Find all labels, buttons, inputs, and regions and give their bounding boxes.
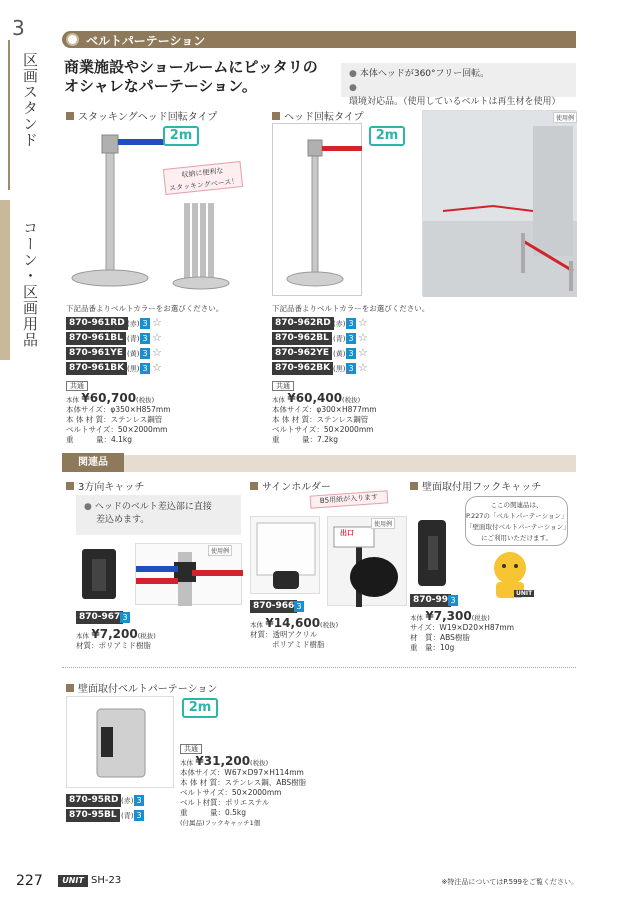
unit-logo: UNIT [58, 875, 88, 887]
star-icon: ☆ [152, 361, 162, 374]
wall-unit-illustration [67, 697, 175, 789]
page-number: 227 [16, 873, 43, 889]
three-icon: 3 [134, 810, 144, 821]
head-specs: 本体サイズ：φ300×H877mm 本 体 材 質：ステンレス鋼管 ベルトサイズ：50×2000mm 重 量：7.2kg [272, 405, 377, 444]
three-icon: 3 [346, 318, 356, 329]
color-label: (赤) [333, 320, 346, 328]
catch3-price: 本体 ¥7,200(税抜) [76, 627, 156, 641]
product-code: 870-95BL [66, 809, 120, 822]
square-icon [410, 482, 418, 490]
catch3-spec: 材質：ポリアミド樹脂 [76, 641, 151, 650]
color-label: (赤) [121, 797, 134, 805]
stacking-callout: 収納に便利な スタッキングベース！ [163, 161, 243, 195]
hook-title: 壁面取付用フックキャッチ [410, 478, 541, 493]
bullet-icon: ● [84, 502, 92, 512]
section-header [62, 31, 576, 48]
exit-sign-text: 出口 [340, 529, 354, 537]
square-icon [272, 112, 280, 120]
product-code: 870-961BK [66, 362, 127, 375]
bullet-icon: ● [349, 69, 357, 79]
common-label: 共通 [180, 744, 202, 754]
head-product-photo [272, 123, 362, 296]
star-icon: ☆ [358, 316, 368, 329]
venue-illustration [423, 111, 577, 297]
product-code: 870-962BL [272, 332, 332, 345]
sign-price: 本体 ¥14,600(税抜) [250, 616, 339, 630]
divider [62, 667, 576, 668]
head-instruction: 下記品番よりベルトカラーをお選びください。 [272, 304, 430, 313]
wall-product-photo [66, 696, 174, 788]
color-label: (青) [121, 812, 134, 820]
head-section-title: ヘッド回転タイプ [272, 108, 364, 123]
sign-spec: 材質：透明アクリル ポリアミド樹脂 [250, 630, 325, 649]
three-icon: 3 [134, 795, 144, 806]
catch3-photo [76, 543, 124, 605]
color-label: (黒) [127, 365, 140, 373]
square-icon [250, 482, 258, 490]
sign-photo [250, 516, 320, 594]
three-icon: 3 [346, 363, 356, 374]
hook-price: 本体 ¥7,300(税抜) [410, 609, 490, 623]
header-dot-icon [66, 33, 79, 46]
related-band [62, 455, 576, 472]
sign-callout: B5用紙が入ります [310, 490, 389, 508]
catalog-code: SH-23 [91, 875, 122, 886]
three-icon: 3 [346, 333, 356, 344]
common-label: 共通 [66, 381, 88, 391]
head-price: 本体 ¥60,400(税抜) [272, 391, 361, 405]
three-icon: 3 [140, 333, 150, 344]
chapter-subtitle: コーン・区画用品 [21, 220, 39, 348]
three-icon: 3 [120, 612, 130, 623]
stacking-instruction: 下記品番よりベルトカラーをお選びください。 [66, 304, 224, 313]
length-badge: 2m [182, 698, 218, 718]
intro-line-2: オシャレなパーテーション。 [64, 77, 257, 95]
three-icon: 3 [140, 318, 150, 329]
square-icon [66, 482, 74, 490]
length-badge: 2m [163, 126, 199, 146]
color-label: (黒) [333, 365, 346, 373]
stacking-stand-illustration [66, 123, 266, 298]
usage-photo [422, 110, 576, 296]
related-tab: 関連品 [62, 453, 124, 472]
star-icon: ☆ [358, 346, 368, 359]
square-icon [66, 112, 74, 120]
color-label: (青) [127, 335, 140, 343]
head-stand-illustration [273, 124, 363, 297]
product-code: 870-961BL [66, 332, 126, 345]
color-label: (赤) [127, 320, 140, 328]
hook-illustration [410, 516, 456, 590]
three-icon: 3 [140, 348, 150, 359]
product-code: 870-962YE [272, 347, 332, 360]
three-icon: 3 [346, 348, 356, 359]
star-icon: ☆ [152, 316, 162, 329]
chapter-side-tab [0, 0, 46, 900]
side-accent-bar [0, 200, 10, 360]
catch3-title: 3方向キャッチ [66, 478, 144, 493]
stacking-section-title: スタッキングヘッド回転タイプ [66, 108, 217, 123]
section-title: ベルトパーテーション [86, 34, 206, 48]
side-divider [8, 40, 10, 190]
feature-note-2: ●環境対応品。（使用しているベルトは再生材を使用） [349, 83, 561, 107]
three-icon: 3 [294, 601, 304, 612]
wall-price: 本体 ¥31,200(税抜) [180, 754, 269, 768]
chapter-number: 3 [12, 16, 25, 40]
chapter-title: 区画スタンド [21, 52, 39, 148]
feature-note-1: ● 本体ヘッドが360°フリー回転。 [349, 69, 490, 79]
star-icon: ☆ [152, 331, 162, 344]
three-icon: 3 [140, 363, 150, 374]
star-icon: ☆ [358, 331, 368, 344]
catch-illustration [76, 543, 124, 605]
wall-section-title: 壁面取付ベルトパーテーション [66, 680, 217, 695]
feature-notes [341, 63, 576, 107]
sign-holder-illustration [251, 517, 321, 595]
product-code: 870-967 [76, 611, 123, 624]
intro-line-1: 商業施設やショールームにピッタリの [64, 58, 318, 76]
color-label: (青) [333, 335, 346, 343]
hook-info-bubble: ここの関連品は、 P.227の「ベルトパーテーション」 「壁面取付ベルトパーテーション」 にご利用いただけます。 [465, 496, 568, 546]
hook-specs: サイズ：W19×D20×H87mm 材 質：ABS樹脂 重 量：10g [410, 623, 515, 652]
footer-note: ※特注品についてはP.599をご覧ください。 [441, 878, 578, 886]
stacking-specs: 本体サイズ：φ350×H857mm 本 体 材 質：ステンレス鋼管 ベルトサイズ：50×2000mm 重 量：4.1kg [66, 405, 171, 444]
star-icon: ☆ [152, 346, 162, 359]
sign-usage-photo [327, 516, 407, 606]
usage-label: 使用例 [208, 545, 232, 556]
catch3-description: ● ヘッドのベルト差込部に直接 差込めます。 [76, 495, 241, 535]
product-code: 870-99 [410, 594, 451, 607]
product-code: 870-962RD [272, 317, 334, 330]
color-label: (黄) [333, 350, 346, 358]
sign-title: サインホルダー [250, 478, 331, 493]
square-icon [66, 684, 74, 692]
usage-label: 使用例 [371, 518, 395, 529]
mascot-logo: UNIT [516, 590, 533, 597]
intro-headline [64, 58, 318, 96]
usage-label: 使用例 [553, 112, 577, 123]
star-icon: ☆ [358, 361, 368, 374]
product-code: 870-961YE [66, 347, 126, 360]
common-label: 共通 [272, 381, 294, 391]
bullet-icon: ● [349, 83, 357, 93]
stacking-product-photo [66, 123, 266, 298]
product-code: 870-962BK [272, 362, 333, 375]
product-code: 870-966 [250, 600, 297, 613]
hook-photo [410, 516, 456, 590]
product-code: 870-95RD [66, 794, 121, 807]
stacking-price: 本体 ¥60,700(税抜) [66, 391, 155, 405]
wall-specs: 本体サイズ：W67×D97×H114mm 本 体 材 質：ステンレス鋼、ABS樹脂 ベルトサイズ：50×2000mm ベルト材質：ポリエステル 重 量：0.5kg (付属品)フックキャッチ1個 [180, 768, 307, 827]
length-badge: 2m [369, 126, 405, 146]
color-label: (黄) [127, 350, 140, 358]
three-icon: 3 [448, 595, 458, 606]
product-code: 870-961RD [66, 317, 128, 330]
